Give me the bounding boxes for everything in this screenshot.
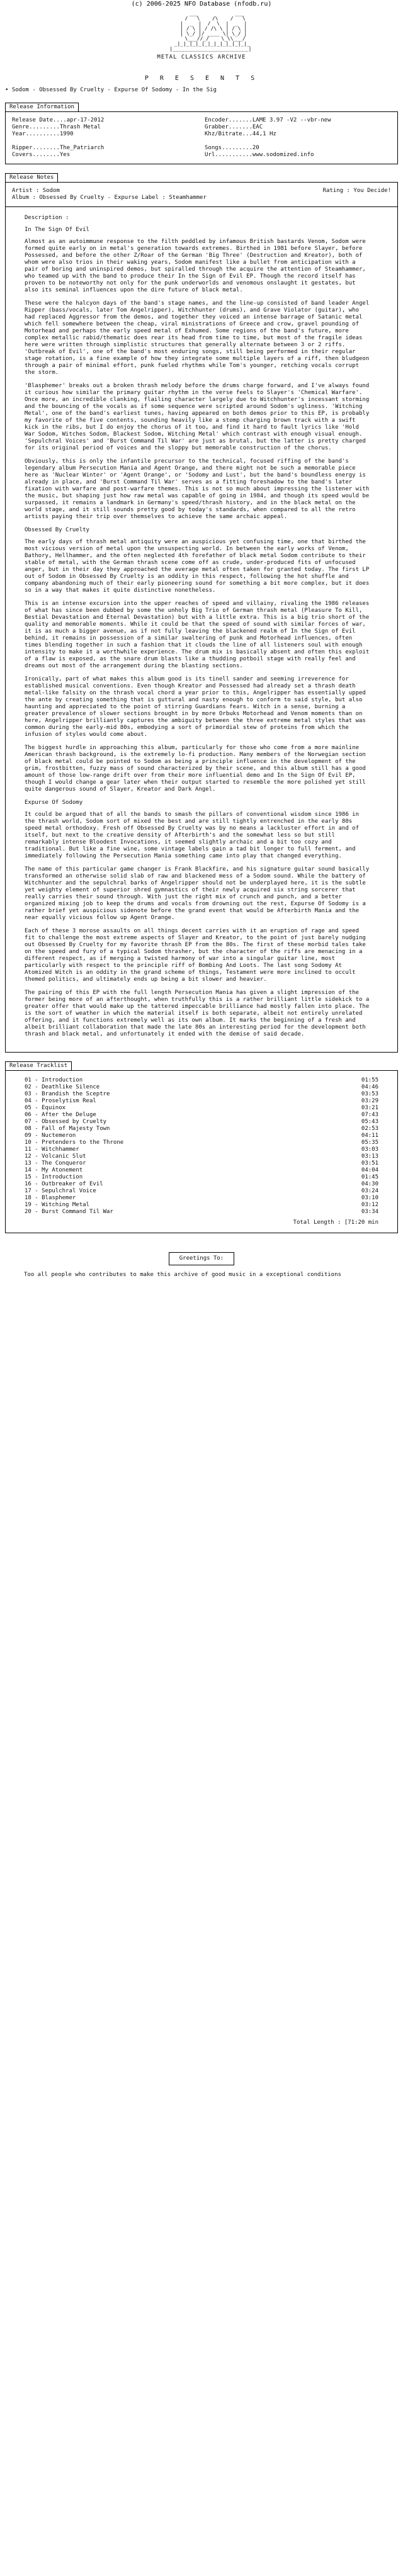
track-row	[25, 1195, 378, 1202]
info-encoder: Encoder.......LAME 3.97 -V2 --vbr-new	[205, 117, 331, 123]
paragraph: It could be argued that of all the bands to smash the pillars of conventional wisdom since 1986 in the thrash world, Sodom sort of mixed the best and are still tightly entrenched in the early 80s speed metal orthodoxy. Fresh off Obsessed By Cruelty was by no means a lackluster effort in and of itself, but next to the creative density of Afterbirth's and the somewhat less so but still remarkably intense Bloodest Invocations, it seemed slightly archaic and a bit too cozy and traditional. But like a fine wine, some vintage labels gain a tad bit longer to full ferment, and immediately following the Persecution Mania something came into play that changed everything.	[25, 811, 363, 859]
track-duration: 07:43	[361, 1112, 378, 1118]
paragraph: This is an intense excursion into the upper reaches of speed and villainy, rivaling the 1986 releases of what has since been dubbed by some the unholy Big Trio of German thrash metal (Pleasure To Kill, Bestial Devastation and Eternal Devastation) but with a little extra. This is a big trio short of the quality and memorable moments. While it could be that the speed of sound with similar forces of war, it is as much a bigger avenue, as if not fully leaving the blackened realm of In the Sign of Evil behind, it remains in possession of a similar swaltering of punk and Motorhead influences, often times blending together in such a fashion that it clouds the line of all listeners soul with enough intensity to make it a worthwhile experience. The drum mix is basically absent and often this exploit of a flaw is exposed, as the snare drum blasts like a thudding potboil stage with really feel and dreams out most of the arrangement during the blasting sections.	[25, 601, 373, 669]
info-left-column	[12, 117, 198, 159]
track-row	[25, 1119, 378, 1126]
track-row	[25, 1188, 378, 1195]
track-title: 09 - Nuctemeron	[25, 1133, 76, 1139]
track-title: 10 - Pretenders to the Throne	[25, 1139, 124, 1146]
track-title: 02 - Deathlike Silence	[25, 1084, 100, 1090]
track-title: 17 - Sepulchral Voice	[25, 1188, 96, 1194]
paragraph: These were the halcyon days of the band's stage names, and the line-up consisted of band leader Angel Ripper (bass/vocals, later Tom Angelripper), Witchhunter (drums), and Grave Violator (guitar), who had replaced Aggressor from the demos, and together they voiced an intense barrage of Satanic metal which fell somewhere between the cheap, viral ministrations of Greece and crow, gravel pounding of Motorhead and perhaps the early speed metal of Exhumed. Some regions of the band's future, more complex metallic rabid/thematic does rear its head from time to time, but most of the fragile ideas here were written through simplistic structures that generally alternate between 3 or 2 riffs. 'Outbreak of Evil', one of the band's most enduring songs, still being performed in their regular stage rotation, is a fine example of how they integrate some multiple layers of a riff, then bludgeon through a pair of minimal effort, punk fueled rhythms while Tom's younger, retching vocals corrupt the storm.	[25, 300, 373, 376]
track-number: 15	[25, 1174, 31, 1180]
release-marquee	[5, 87, 398, 94]
total-length: Total Length : [71:20 min	[293, 1219, 378, 1226]
track-row	[25, 1139, 378, 1146]
release-tracklist-title: Release Tracklist	[5, 1061, 72, 1070]
track-title: 11 - Witchhammer	[25, 1146, 79, 1153]
track-row	[25, 1133, 378, 1139]
track-name: Volcanic Slut	[42, 1153, 86, 1160]
track-title: 19 - Witching Metal	[25, 1202, 89, 1208]
track-duration: 04:30	[361, 1181, 378, 1187]
track-title: 05 - Equinox	[25, 1105, 66, 1111]
track-row	[25, 1209, 378, 1216]
track-duration: 03:51	[361, 1160, 378, 1167]
track-title: 12 - Volcanic Slut	[25, 1153, 86, 1160]
track-number: 02	[25, 1084, 31, 1090]
track-duration: 04:04	[361, 1167, 378, 1173]
info-songs: Songs.........20	[205, 145, 259, 151]
release-information-section	[5, 103, 398, 164]
track-duration: 04:11	[361, 1133, 378, 1139]
track-name: Sepulchral Voice	[42, 1188, 96, 1194]
track-name: Introduction	[42, 1077, 83, 1083]
track-number: 17	[25, 1188, 31, 1194]
track-duration: 03:12	[361, 1202, 378, 1208]
ascii-logo-art: ___ ___ / \ /\ / \ | _ | / \ | _ | | / \ | / /\ \ | / \ | | \_/ |/ ____ \| \_/ | \___//_/ \_\\___/ _|_|_|_|_|_|_|_|_|_|_|_|_ |_________________________|	[169, 11, 252, 52]
track-title: 15 - Introduction	[25, 1174, 83, 1180]
info-ripper: Ripper........The_Patriarch	[12, 145, 105, 151]
track-title: 06 - After the Deluge	[25, 1112, 96, 1118]
track-name: Blasphemer	[42, 1195, 76, 1201]
track-row	[25, 1084, 378, 1091]
archive-title: METAL CLASSICS ARCHIVE	[157, 54, 246, 60]
paragraph: Obviously, this is only the infantile precursor to the technical, focused riffing of the band's legendary album Persecution Mania and Agent Orange, and there might not be such a memorable piece here as 'Nuclear Winter' or 'Agent Orange', or 'Sodomy and Lust', but the band's boundless energy is already in place, and 'Burst Command Til War' serves as a fitting foreshadow to the band's later fixation with warfare and post-warfare themes. This is not so much about impressing the listener with the music, but shaping just how raw metal was capable of going in 1984, and though its speed would be surpassed, it remains a landmark in Germany's speed/thrash history, and in the black metal on the world stage, and it still sounds pretty good by today's standards, when compared to all the retro artists paying their trip over themselves to achieve the same archaic appeal.	[25, 458, 373, 520]
track-number: 20	[25, 1209, 31, 1215]
track-name: Proselytism Real	[42, 1098, 96, 1104]
release-information-title: Release Information	[5, 103, 79, 111]
track-name: Equinox	[42, 1105, 66, 1111]
track-number: 12	[25, 1153, 31, 1160]
info-year: Year..........1990	[12, 131, 74, 137]
info-grabber: Grabber.......EAC	[205, 124, 263, 130]
info-bitrate: Khz/Bitrate...44,1 Hz	[205, 131, 276, 137]
paragraph: The early days of thrash metal antiquity were an auspicious yet confusing time, one that birthed the most vicious version of metal upon the unsuspecting world. In between the early works of Venom, Bathory, Hellhammer, and the often neglected 4th forefather of black metal Sodom contribute to their stable of metal, with the German thrash scene come off as crude, under-produced fits of unfocused anger, but in their day they approached the average metal often taken for granted today. The first LP out of Sodom in Obsessed By Cruelty is an oddity in this respect, following the hot shuffle and company abandoning much of their early pioneering sound for something a bit more complex, but it does so in a way that makes it quite distinctive nonetheless.	[25, 539, 373, 594]
track-number: 01	[25, 1077, 31, 1083]
track-row	[25, 1160, 378, 1167]
paragraph: 'Blasphemer' breaks out a broken thrash melody before the drums charge forward, and I've always found it curious how similar the primary guitar rhythm in the verse feels to Slayer's 'Chemical Warfare'. Once more, an incredible clanking, flailing character largely due to Witchhunter's incessant storming and the bouncing of the vocals as if some sequence were scripted around Sodom's ugliness. 'Witching Metal', one of the band's earliest tunes, having appeared on both demos prior to this EP, is probably my favorite of the five contents, sounding heavily like a stomp charging brown track with a swift kick in the ribs, but I do enjoy the chorus of it too, and find it hard to fault lyrics like 'Hold War Sodom, Witches Sodom, Blackest Sodom, Witching Metal' which contrast with enough visual enough. 'Sepulchral Voices' and 'Burst Command Til War' are just as brutal, but the latter is pretty charged for its original period of voices and the sloppy but memorable construction of the chorus.	[25, 383, 373, 451]
track-number: 13	[25, 1160, 31, 1167]
track-number: 11	[25, 1146, 31, 1153]
track-name: Fall of Majesty Town	[42, 1126, 110, 1132]
greetings-section	[5, 1252, 398, 1279]
track-name: Obsessed by Cruelty	[42, 1119, 107, 1125]
artist-label: Artist : Sodom	[12, 188, 60, 194]
track-duration: 03:29	[361, 1098, 378, 1104]
track-duration: 02:53	[361, 1126, 378, 1132]
track-duration: 05:43	[361, 1119, 378, 1125]
track-duration: 05:35	[361, 1139, 378, 1146]
release-notes-header-box	[5, 182, 398, 207]
track-row	[25, 1105, 378, 1112]
track-name: After the Deluge	[42, 1112, 96, 1118]
paragraph: The name of this particular game changer is Frank Blackfire, and his signature guitar sound basically transformed an otherwise solid slab of raw and blackened mess of a Sodom sound. While the battery of Witchhunter and the sepulchral barks of Angelripper should not be underplayed here, it is the subtle yet weighty element of superior shred gymnastics of their newly acquired six string sorcerer that really carries their sound through. With just the right mix of crunch and punch, and a better organized mixing job to keep the drums and vocals from drowning out the rest, Expurse Of Sodomy is a rather brief yet auspicious sidenote before the grand event that would be Afterbirth Mania and the near equally vicious follow up Agent Orange.	[25, 866, 373, 921]
section-heading-expurse: Expurse Of Sodomy	[25, 799, 83, 806]
track-row	[25, 1077, 378, 1084]
track-duration: 03:03	[361, 1146, 378, 1153]
track-number: 08	[25, 1126, 31, 1132]
track-duration: 03:53	[361, 1091, 378, 1097]
track-name: Brandish the Sceptre	[42, 1091, 110, 1097]
track-row	[25, 1202, 378, 1209]
track-title: 14 - My Atonement	[25, 1167, 83, 1173]
track-number: 05	[25, 1105, 31, 1111]
info-release-date: Release Date....apr-17-2012	[12, 117, 105, 123]
track-duration: 03:34	[361, 1209, 378, 1215]
track-row	[25, 1181, 378, 1188]
track-name: Deathlike Silence	[42, 1084, 100, 1090]
track-row	[25, 1112, 378, 1119]
paragraph: Ironically, part of what makes this album good is its tinell sander and seeming irreverence for established musical conventions. Even though Kreator and Possessed had already set a thrash death metal-like falsity on the thrash vocal chord a year prior to this, Angelripper has essentially upped the ante by creating something that is guttural and nasty enough to conform to said style, but also haunting and appreciated to the point of stirring Guardians fears. Witch in a sense, burning a greater prevalence of slower sections brought in by more Orbuks Motorhead and Venom moments than on here, Angelripper brilliantly captures the ambiguity between the three extreme metal styles that was common during the early-mid 80s, embodying a sort of primordial stew of proteins from which the infusion of styles would come about.	[25, 676, 370, 738]
track-row	[25, 1167, 378, 1174]
info-right-column	[205, 117, 391, 159]
paragraph: Each of these 3 morose assaults on all things decent carries with it an eruption of rage and speed fit to challenge the most extreme aspects of Slayer and Kreator, to the point of just barely nudging out Obsessed By Cruelty for my favorite thrash EP from the 80s. The first of these morbid tales take on the speed and fury of a typical Sodom thrasher, but the character of the riffs are menacing in a different respect, as if merging a twisted harmony of war into a singular guitar line, most particularly with respect to the principle riff of Bombing And Loots. The last song Sodomy At Atomized Witch is an oddity in the grand scheme of things, Testament were more inclined to occult themed politics, and ultimately ends up being a bit slower and heavier.	[25, 928, 370, 983]
info-covers: Covers........Yes	[12, 152, 71, 158]
track-name: Introduction	[42, 1174, 83, 1180]
greetings-text: Too all people who contributes to make this archive of good music in a exceptional conditions	[24, 1272, 341, 1278]
track-row	[25, 1098, 378, 1105]
marquee-text: Sodom - Obsessed By Cruelty - Expurse Of Sodomy - In the Sig	[11, 87, 217, 93]
track-row	[25, 1126, 378, 1133]
track-name: Nuctemeron	[42, 1133, 76, 1139]
release-notes-section	[5, 173, 398, 1053]
release-information-box	[5, 111, 398, 164]
track-row	[25, 1174, 378, 1181]
track-duration: 03:21	[361, 1105, 378, 1111]
track-name: The Conqueror	[42, 1160, 86, 1167]
track-title: 07 - Obsessed by Cruelty	[25, 1119, 107, 1125]
marquee-bullet: •	[5, 87, 12, 93]
section-heading-sign-of-evil: In The Sign Of Evil	[25, 227, 89, 233]
paragraph: The biggest hurdle in approaching this album, particularly for those who come from a more mainline American thrash background, is the extremely lo-fi production. Many members of the Norwegian section of black metal could be pointed to Sodom as being a principle influence in the development of the grim, frostbitten, fuzzy mass of sound characterized by their scene, and this album still has a good amount of those low-range drift over from their more influential demo and In the Sign Of Evil EP, though I would change a gear later when their output started to resemble the more polished yet still quite dangerous sound of Slayer, Kreator and Dark Angel.	[25, 745, 370, 793]
rating-label: Rating : You Decide!	[322, 188, 391, 194]
track-number: 07	[25, 1119, 31, 1125]
track-row	[25, 1153, 378, 1160]
archive-logo	[0, 11, 403, 61]
track-name: Outbreaker of Evil	[42, 1181, 103, 1187]
paragraph: Almost as an autoimmune response to the filth peddled by infamous British bastards Venom, Sodom were formed quite early on in metal's generation towards extremes. Birthed in 1981 before Slayer, before Possessed, and before the other Z/Roar of the German 'Big Three' (Destruction and Kreator), both of whom were also trios in their waking years, Sodom manifest like a bullet from anticipation with a pair of boring and uninspired demos, but spiralled through the acquire the attention of Steamhammer, who teamed up with the band to produce their In the Sign of Evil EP. Though the record itself has proven to be noteworthy not only for the punk underworlds and venomous onslaught it gestates, but also its seminal influences upon the dire future of black metal.	[25, 239, 370, 293]
track-number: 03	[25, 1091, 31, 1097]
track-duration: 03:13	[361, 1153, 378, 1160]
track-title: 04 - Proselytism Real	[25, 1098, 96, 1104]
track-title: 18 - Blasphemer	[25, 1195, 76, 1201]
release-tracklist-section	[5, 1061, 398, 1233]
track-duration: 01:45	[361, 1174, 378, 1180]
track-name: My Atonement	[42, 1167, 83, 1173]
track-name: Witching Metal	[42, 1202, 89, 1208]
track-name: Burst Command Til War	[42, 1209, 113, 1215]
track-name: Witchhammer	[42, 1146, 79, 1153]
release-notes-body	[5, 207, 398, 1053]
track-row	[25, 1091, 378, 1098]
artist-row	[12, 188, 391, 195]
track-duration: 04:46	[361, 1084, 378, 1090]
album-label: Album : Obsessed By Cruelty - Expurse Label : Steamhammer	[12, 195, 207, 201]
track-number: 18	[25, 1195, 31, 1201]
info-genre: Genre.........Thrash Metal	[12, 124, 101, 130]
track-row	[25, 1146, 378, 1153]
track-title: 13 - The Conqueror	[25, 1160, 86, 1167]
track-number: 09	[25, 1133, 31, 1139]
track-number: 19	[25, 1202, 31, 1208]
track-number: 04	[25, 1098, 31, 1104]
greetings-title: Greetings To:	[169, 1252, 234, 1265]
track-number: 06	[25, 1112, 31, 1118]
description-heading: Description :	[25, 215, 69, 221]
track-title: 20 - Burst Command Til War	[25, 1209, 113, 1215]
presents-heading: P R E S E N T S	[144, 75, 259, 82]
track-title: 01 - Introduction	[25, 1077, 83, 1083]
info-url: Url...........www.sodomized.info	[205, 152, 314, 158]
track-title: 16 - Outbreaker of Evil	[25, 1181, 103, 1187]
track-number: 16	[25, 1181, 31, 1187]
track-duration: 01:55	[361, 1077, 378, 1083]
track-list	[25, 1077, 378, 1216]
site-banner: (c) 2006-2025 NFO Database (nfodb.ru)	[131, 1, 272, 8]
greetings-title-wrap	[5, 1252, 398, 1265]
release-notes-title: Release Notes	[5, 173, 58, 182]
track-title: 03 - Brandish the Sceptre	[25, 1091, 110, 1097]
track-number: 14	[25, 1167, 31, 1173]
track-title: 08 - Fall of Majesty Town	[25, 1126, 110, 1132]
track-name: Pretenders to the Throne	[42, 1139, 124, 1146]
track-duration: 03:10	[361, 1195, 378, 1201]
track-duration: 03:24	[361, 1188, 378, 1194]
paragraph: The pairing of this EP with the full length Persecution Mania has given a slight impression of the former being more of an afterthought, when truthfully this is a rather brilliant little sidekick to a greater offer that would make up the tattered impeccable brilliance had mostly fallen into place. The is the sort of weather in which the material itself is both separate, albeit not entirely unrelated offering, and it functions extremely well as its own album. It marks the beginning of a fresh and albeit brilliant collaboration that made the late 80s an interesting period for the development both thrash and black metal, and unfortunately it ended with the demise of said decade.	[25, 990, 373, 1037]
section-heading-obsessed: Obsessed By Cruelty	[25, 527, 89, 533]
tracklist-box	[5, 1070, 398, 1233]
track-number: 10	[25, 1139, 31, 1146]
